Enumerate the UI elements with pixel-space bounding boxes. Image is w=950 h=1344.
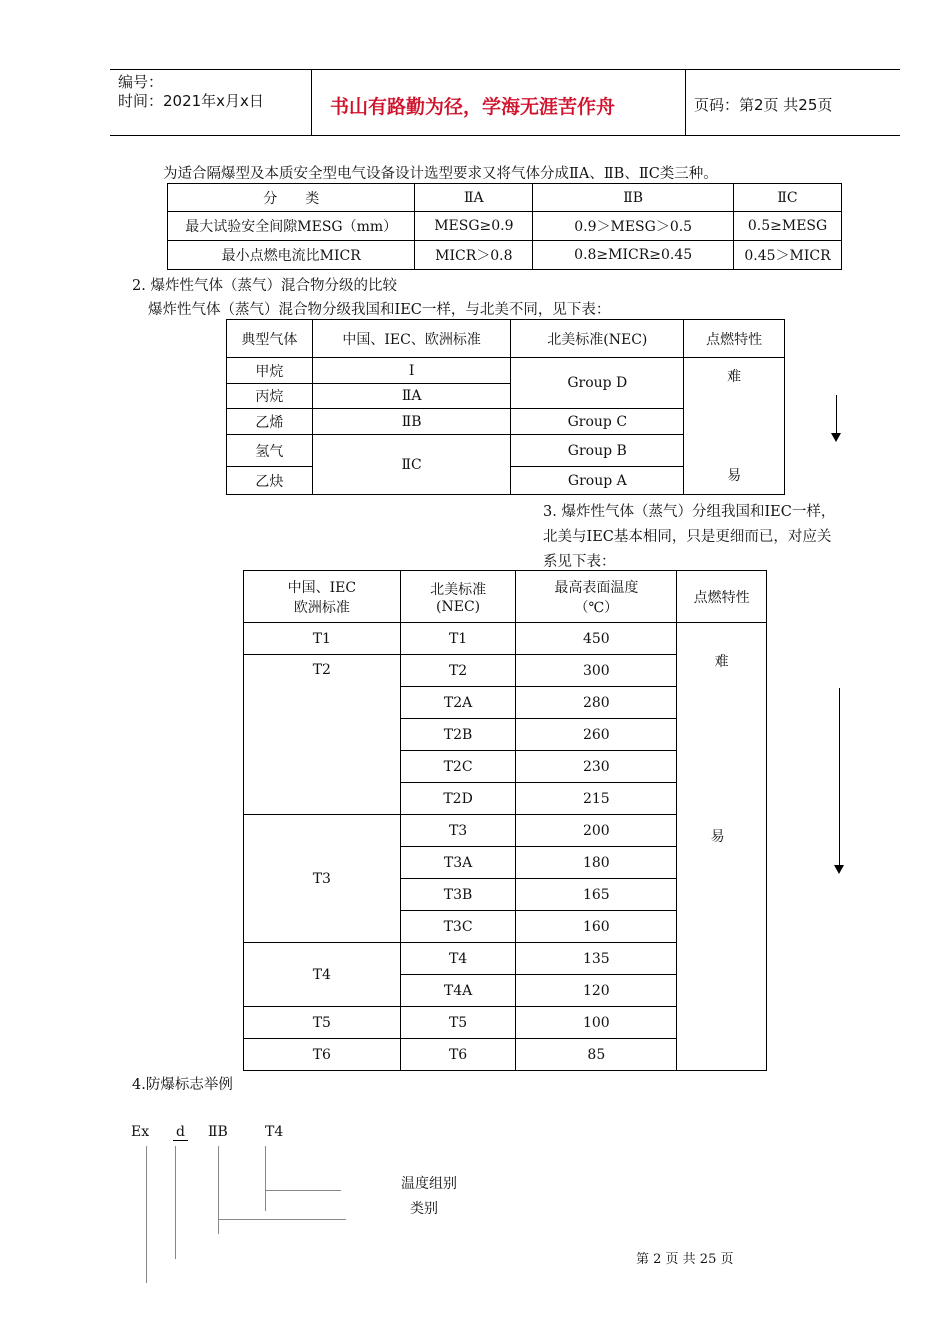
table-cell: MICR＞0.8 xyxy=(415,241,533,270)
iec-group-cell: T6 xyxy=(244,1039,401,1071)
iec-group-cell: T5 xyxy=(244,1007,401,1039)
table-header-cell: 北美标准(NEC) xyxy=(511,320,684,358)
gas-cell: 乙炔 xyxy=(227,467,313,495)
table-header-cell xyxy=(400,571,516,623)
label-temp-group: 温度组别 xyxy=(401,1176,457,1192)
leader-line xyxy=(175,1146,176,1259)
header-col1-line1: 中国、IEC xyxy=(287,579,357,596)
mark-d: d xyxy=(173,1124,188,1141)
ignition-arrow-shaft xyxy=(836,395,837,433)
ignition-hard: 难 xyxy=(727,369,742,385)
temp-cell: 260 xyxy=(516,719,677,751)
nec-cell: Group A xyxy=(511,467,684,495)
page-footer: 第 2 页 共 25 页 xyxy=(636,1252,734,1267)
leader-line xyxy=(265,1146,266,1211)
header-divider xyxy=(685,70,686,135)
gas-grouping-comparison-table xyxy=(226,319,785,495)
table-header-cell: 分 类 xyxy=(168,184,415,212)
label-category: 类别 xyxy=(410,1201,438,1217)
table-row xyxy=(227,358,785,384)
table-cell: 0.5≥MESG xyxy=(734,212,842,241)
table-row xyxy=(168,241,842,270)
nec-cell: T3B xyxy=(400,879,516,911)
temp-cell: 165 xyxy=(516,879,677,911)
table-cell: 最小点燃电流比MICR xyxy=(168,241,415,270)
section4-title: 4.防爆标志举例 xyxy=(132,1077,233,1093)
header-col3-line1: 最高表面温度 xyxy=(554,579,639,596)
temp-cell: 300 xyxy=(516,655,677,687)
table-header-cell xyxy=(244,571,401,623)
gas-cell: 甲烷 xyxy=(227,358,313,384)
table-header-cell xyxy=(516,571,677,623)
gas-class-table xyxy=(167,183,842,270)
table-cell: 0.9＞MESG＞0.5 xyxy=(533,212,734,241)
ignition-arrow-shaft xyxy=(839,688,840,866)
leader-line xyxy=(146,1146,147,1283)
nec-cell: T3 xyxy=(400,815,516,847)
nec-cell: T2D xyxy=(400,783,516,815)
iec-group-cell: T3 xyxy=(244,815,401,943)
mark-temp: T4 xyxy=(265,1124,284,1140)
nec-cell: T2A xyxy=(400,687,516,719)
header-bottom-rule xyxy=(110,135,900,136)
leader-line xyxy=(218,1146,219,1234)
temp-cell: 200 xyxy=(516,815,677,847)
ignition-easy: 易 xyxy=(727,468,742,484)
nec-cell: T3A xyxy=(400,847,516,879)
iec-cell: ⅡC xyxy=(312,435,511,495)
table-row xyxy=(244,623,767,655)
nec-cell: T2 xyxy=(400,655,516,687)
gas-cell: 丙烷 xyxy=(227,384,313,409)
gas-cell: 乙烯 xyxy=(227,409,313,435)
temp-cell: 280 xyxy=(516,687,677,719)
table-header-cell: 中国、IEC、欧洲标准 xyxy=(312,320,511,358)
leader-line xyxy=(265,1190,341,1191)
nec-cell: Group D xyxy=(511,358,684,409)
nec-cell: T3C xyxy=(400,911,516,943)
ignition-arrow-head xyxy=(831,433,841,442)
iec-cell: ⅡA xyxy=(312,384,511,409)
table-cell: MESG≥0.9 xyxy=(415,212,533,241)
nec-cell: T6 xyxy=(400,1039,516,1071)
nec-cell: T4 xyxy=(400,943,516,975)
table-header-cell: ⅡA xyxy=(415,184,533,212)
table-header-cell: ⅡC xyxy=(734,184,842,212)
section3-line1: 3. 爆炸性气体（蒸气）分组我国和IEC一样， xyxy=(543,504,836,520)
header-motto: 书山有路勤为径，学海无涯苦作舟 xyxy=(330,96,616,118)
table-header-cell: 点燃特性 xyxy=(677,571,767,623)
temp-cell: 120 xyxy=(516,975,677,1007)
header-col1-line2: 欧洲标准 xyxy=(293,599,350,616)
header-page-label: 页码：第2页 共25页 xyxy=(694,96,833,114)
table-header-cell: 点燃特性 xyxy=(684,320,785,358)
iec-group-cell: T1 xyxy=(244,623,401,655)
nec-cell: Group B xyxy=(511,435,684,467)
intro-paragraph: 为适合隔爆型及本质安全型电气设备设计选型要求又将气体分成ⅡA、ⅡB、ⅡC类三种。 xyxy=(163,166,718,182)
table-cell: 0.8≥MICR≥0.45 xyxy=(533,241,734,270)
temp-cell: 180 xyxy=(516,847,677,879)
iec-cell: Ⅰ xyxy=(312,358,511,384)
iec-cell: ⅡB xyxy=(312,409,511,435)
nec-cell: T2C xyxy=(400,751,516,783)
doc-number-label: 编号： xyxy=(118,73,164,91)
ignition-hard: 难 xyxy=(714,654,729,670)
leader-line xyxy=(218,1219,346,1220)
table-cell: 0.45＞MICR xyxy=(734,241,842,270)
section3-line2: 北美与IEC基本相同，只是更细而已，对应关 xyxy=(543,529,832,545)
temp-cell: 450 xyxy=(516,623,677,655)
nec-cell: T5 xyxy=(400,1007,516,1039)
temperature-class-table xyxy=(243,570,767,1071)
mark-ex: Ex xyxy=(131,1124,150,1140)
nec-cell: T1 xyxy=(400,623,516,655)
section2-desc: 爆炸性气体（蒸气）混合物分级我国和IEC一样，与北美不同，见下表： xyxy=(148,302,611,318)
table-header-cell: 典型气体 xyxy=(227,320,313,358)
temp-cell: 85 xyxy=(516,1039,677,1071)
ignition-arrow-head xyxy=(834,865,844,874)
header-top-rule xyxy=(110,69,900,70)
mark-class: ⅡB xyxy=(208,1124,228,1140)
table-cell: 最大试验安全间隙MESG（mm） xyxy=(168,212,415,241)
iec-group-cell: T4 xyxy=(244,943,401,1007)
temp-cell: 100 xyxy=(516,1007,677,1039)
temp-cell: 160 xyxy=(516,911,677,943)
nec-cell: T2B xyxy=(400,719,516,751)
table-header-cell: ⅡB xyxy=(533,184,734,212)
section2-title: 2. 爆炸性气体（蒸气）混合物分级的比较 xyxy=(132,278,397,294)
header-divider xyxy=(311,70,312,135)
temp-cell: 215 xyxy=(516,783,677,815)
ignition-cell xyxy=(677,623,767,1071)
header-col2-line1: 北美标准 xyxy=(430,581,487,598)
temp-cell: 230 xyxy=(516,751,677,783)
doc-time-label: 时间：2021年x月x日 xyxy=(118,92,264,110)
header-col2-line2: (NEC) xyxy=(436,598,481,615)
table-row xyxy=(168,212,842,241)
ignition-cell xyxy=(684,358,785,495)
gas-cell: 氢气 xyxy=(227,435,313,467)
section3-line3: 系见下表： xyxy=(543,554,616,570)
header-col3-line2: （℃） xyxy=(574,599,619,616)
nec-cell: Group C xyxy=(511,409,684,435)
ignition-easy: 易 xyxy=(710,829,725,845)
iec-group-cell: T2 xyxy=(244,655,401,815)
nec-cell: T4A xyxy=(400,975,516,1007)
temp-cell: 135 xyxy=(516,943,677,975)
